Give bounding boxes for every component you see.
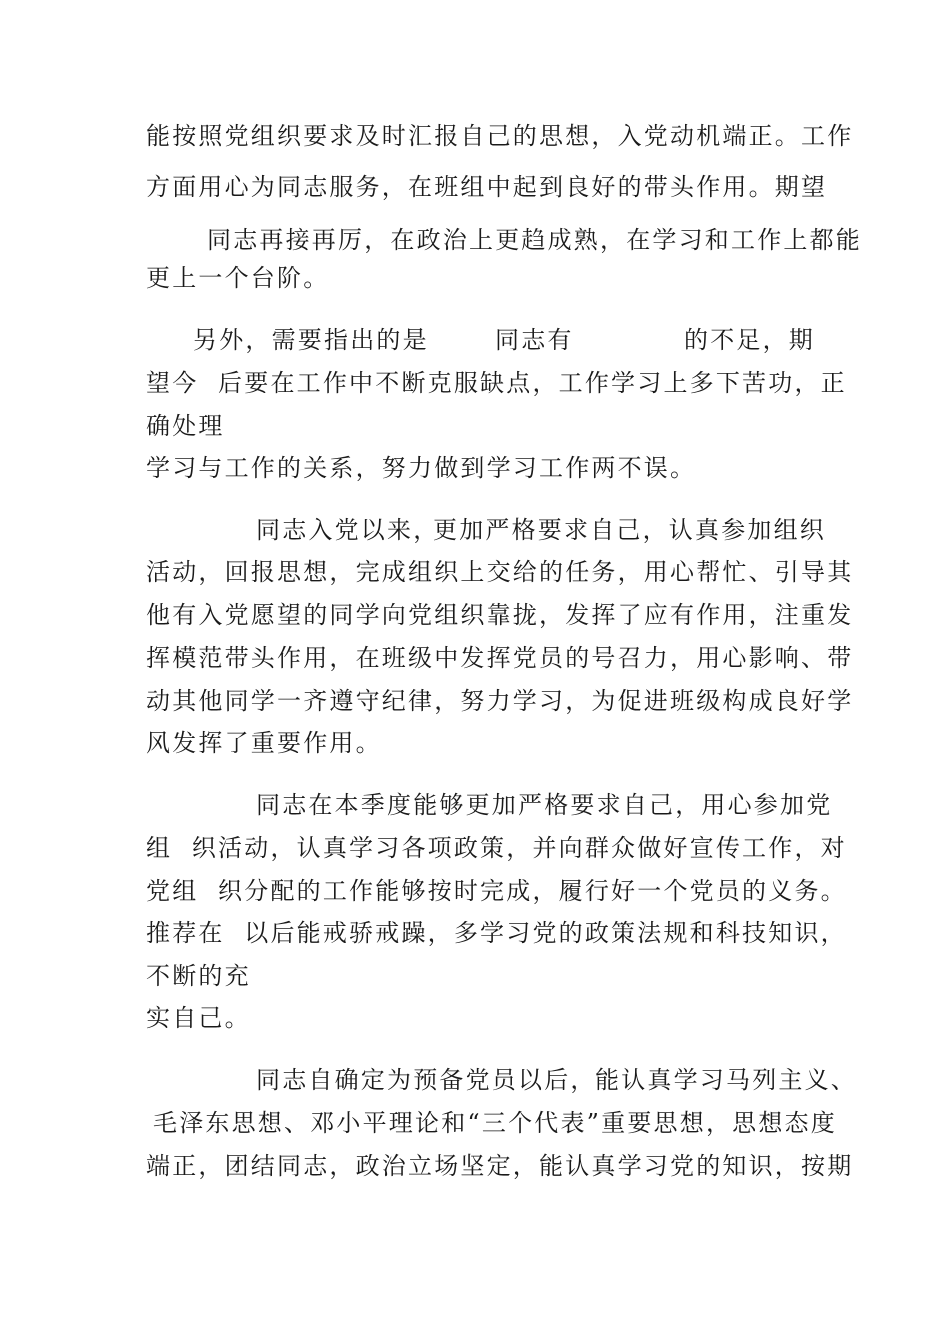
text-line: 的不足，期 (684, 326, 815, 354)
text-line: 实自己。 (146, 1004, 251, 1032)
text-line: 挥模范带头作用，在班级中发挥党员的号召力，用心影响、带 (146, 644, 854, 672)
text-line: 不断的充 (146, 962, 251, 990)
text-line: 同志入党以来， (256, 516, 440, 544)
text-line: 动其他同学一齐遵守纪律，努力学习，为促进班级构成良好学 (146, 687, 854, 715)
text-line: 同志在本季度能够更加严格要求自己，用心参加党 (256, 791, 833, 819)
text-line: 更加严格要求自己，认真参加组织 (433, 516, 826, 544)
text-line: 党组 织分配的工作能够按时完成，履行好一个党员的义务。 (146, 877, 847, 905)
text-line: 风发挥了重要作用。 (146, 729, 382, 757)
text-line: 活动，回报思想，完成组织上交给的任务，用心帮忙、引导其 (146, 558, 854, 586)
text-line: 另外，需要指出的是 (193, 326, 429, 354)
text-line: 组 织活动，认真学习各项政策，并向群众做好宣传工作，对 (146, 834, 847, 862)
text-line: 同志有 (495, 326, 574, 354)
text-line: 确处理 (146, 412, 225, 440)
text-line: 同志再接再厉，在政治上更趋成熟，在学习和工作上都能 (207, 226, 862, 254)
text-line: 同志自确定为预备党员以后， (256, 1066, 597, 1094)
text-line: 推荐在 以后能戒骄戒躁，多学习党的政策法规和科技知识， (146, 919, 847, 947)
text-line: 能按照党组织要求及时汇报自己的思想，入党动机端正。工作 (146, 122, 854, 150)
text-line: 学习与工作的关系，努力做到学习工作两不误。 (146, 454, 697, 482)
text-line: 方面用心为同志服务，在班组中起到良好的带头作用。期望 (146, 173, 828, 201)
text-line: 更上一个台阶。 (146, 264, 330, 292)
text-line: 望今 后要在工作中不断克服缺点，工作学习上多下苦功，正 (146, 369, 847, 397)
text-line: 毛泽东思想、邓小平理论和“三个代表”重要思想，思想态度 (153, 1109, 837, 1137)
text-line: 能认真学习马列主义、 (595, 1066, 857, 1094)
text-line: 他有入党愿望的同学向党组织靠拢，发挥了应有作用，注重发 (146, 601, 854, 629)
text-line: 端正，团结同志，政治立场坚定，能认真学习党的知识，按期 (146, 1152, 854, 1180)
